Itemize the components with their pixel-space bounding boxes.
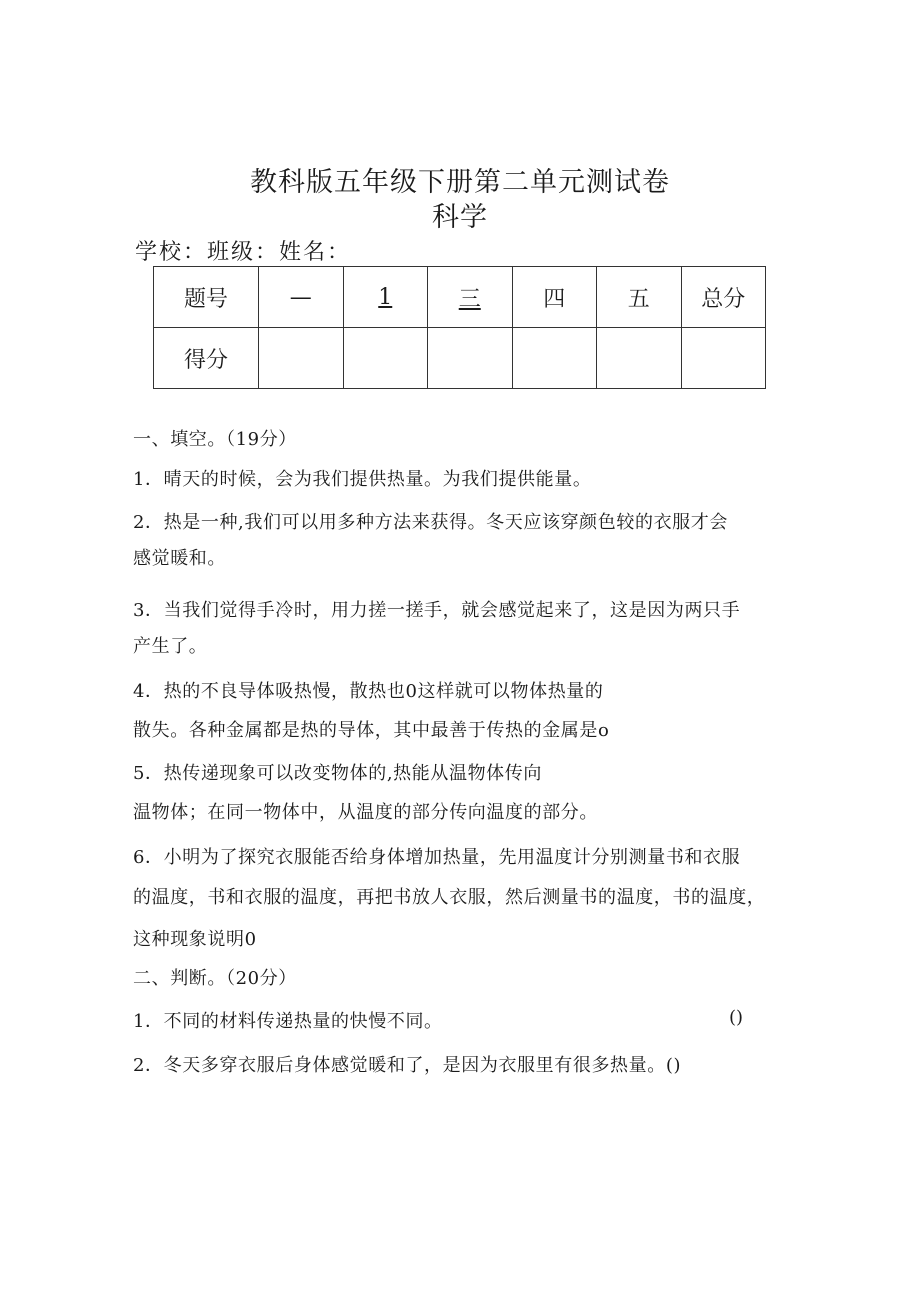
score-table-cell: 题号 — [154, 267, 259, 328]
question-line: 散失。各种金属都是热的导体，其中最善于传热的金属是o — [133, 720, 610, 741]
exam-subject: 科学 — [432, 202, 488, 233]
section-heading: 二、判断。（20分） — [133, 968, 297, 989]
question-line: 温物体；在同一物体中，从温度的部分传向温度的部分。 — [133, 802, 598, 823]
score-input-cell[interactable] — [681, 328, 766, 389]
student-info-line: 学校：班级：姓名： — [135, 240, 352, 265]
question-line: 1．不同的材料传递热量的快慢不同。 — [133, 1011, 443, 1032]
question-line: 产生了。 — [133, 636, 208, 657]
score-table — [153, 266, 766, 389]
question-line: 的温度，书和衣服的温度，再把书放人衣服，然后测量书的温度，书的温度， — [133, 887, 766, 908]
score-table-cell: 总分 — [681, 267, 766, 328]
score-input-cell[interactable] — [259, 328, 344, 389]
question-line: 3．当我们觉得手冷时，用力搓一搓手，就会感觉起来了，这是因为两只手 — [133, 600, 741, 621]
question-line: 这种现象说明0 — [133, 929, 257, 950]
question-line: 1．晴天的时候，会为我们提供热量。为我们提供能量。 — [133, 469, 592, 490]
score-table-cell: 四 — [512, 267, 597, 328]
score-table-cell: 五 — [597, 267, 682, 328]
question-line: 5．热传递现象可以改变物体的,热能从温物体传向 — [133, 763, 542, 784]
score-table-cell: — — [259, 267, 344, 328]
exam-title: 教科版五年级下册第二单元测试卷 — [250, 167, 670, 198]
question-line: 2．冬天多穿衣服后身体感觉暖和了，是因为衣服里有很多热量。() — [133, 1055, 682, 1076]
question-line: 4．热的不良导体吸热慢，散热也0这样就可以物体热量的 — [133, 681, 604, 702]
score-table-cell: 得分 — [154, 328, 259, 389]
score-input-cell[interactable] — [343, 328, 428, 389]
score-input-cell[interactable] — [597, 328, 682, 389]
score-input-cell[interactable] — [428, 328, 513, 389]
question-line: 6．小明为了探究衣服能否给身体增加热量，先用温度计分别测量书和衣服 — [133, 847, 741, 868]
score-table-cell: 1 — [343, 267, 428, 328]
score-table-score-row — [154, 328, 766, 389]
score-input-cell[interactable] — [512, 328, 597, 389]
score-table-header-row — [154, 267, 766, 328]
score-table-cell: 三 — [428, 267, 513, 328]
section-heading: 一、填空。（19分） — [133, 429, 297, 450]
question-line: 感觉暖和。 — [133, 548, 226, 569]
answer-parentheses[interactable]: () — [729, 1007, 744, 1028]
question-line: 2．热是一种,我们可以用多种方法来获得。冬天应该穿颜色较的衣服才会 — [133, 512, 728, 533]
